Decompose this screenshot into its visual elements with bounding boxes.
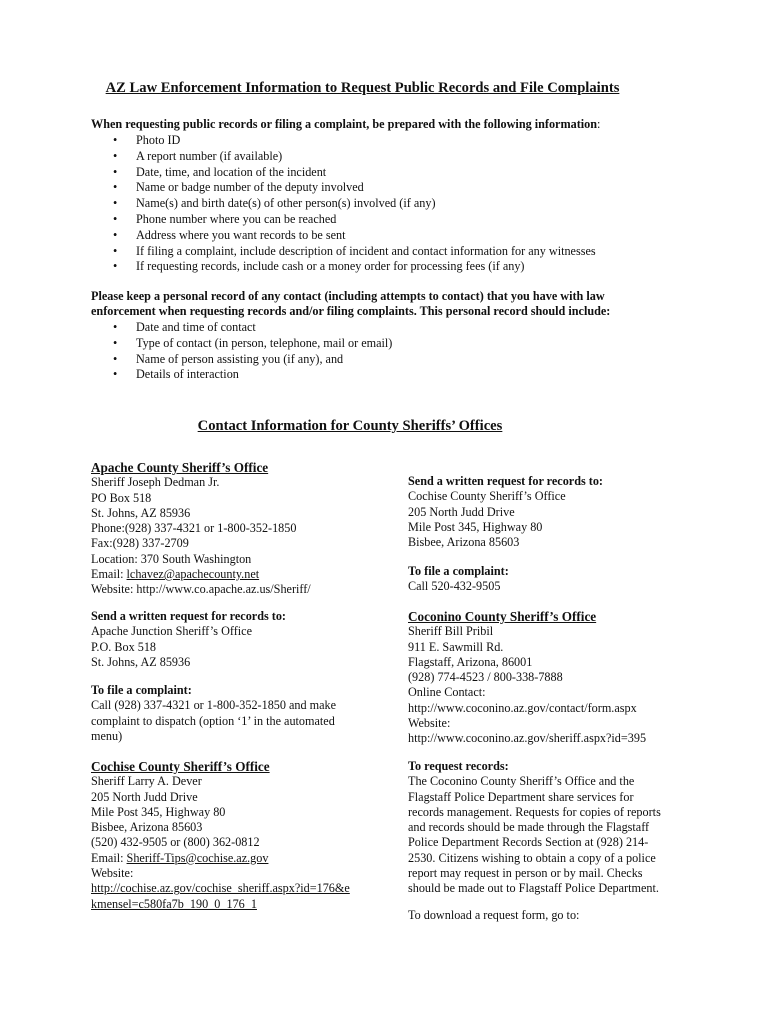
list-item: • Details of interaction <box>91 367 731 383</box>
text-line: St. Johns, AZ 85936 <box>91 654 191 669</box>
website-label: Website: <box>91 866 134 881</box>
text-line: The Coconino County Sheriff’s Office and the <box>408 774 635 789</box>
email-line <box>91 851 391 866</box>
coconino-contact-url: http://www.coconino.az.gov/contact/form.aspx <box>408 700 637 715</box>
apache-complaint-block <box>91 683 391 744</box>
list-item: • Name of person assisting you (if any), and <box>91 352 731 368</box>
text-line: Bisbee, Arizona 85603 <box>408 535 520 550</box>
text-line: Location: 370 South Washington <box>91 551 252 566</box>
text-line: Website: <box>408 716 451 731</box>
apache-email-link[interactable]: lchavez@apachecounty.net <box>126 567 260 582</box>
text-line: and records should be made through the Flagstaff <box>408 820 650 835</box>
text-line: records management. Requests for copies of reports <box>408 804 661 819</box>
text-line: Phone:(928) 337-4321 or 1-800-352-1850 <box>91 521 297 536</box>
text-line: P.O. Box 518 <box>91 639 157 654</box>
text-line: 2530. Citizens wishing to obtain a copy of a police <box>408 850 656 865</box>
coconino-block <box>408 609 708 747</box>
paragraph-line: Please keep a personal record of any contact (including attempts to contact) that you have with law <box>91 289 605 303</box>
list-item: • Address where you want records to be sent <box>91 228 731 244</box>
coconino-website-url: http://www.coconino.az.gov/sheriff.aspx?id=395 <box>408 731 647 746</box>
website-line: Website: http://www.co.apache.az.us/Sheriff/ <box>91 582 311 597</box>
contact-section-title: Contact Information for County Sheriffs’ Offices <box>197 418 503 434</box>
document-title: AZ Law Enforcement Information to Request Public Records and File Complaints <box>105 80 620 96</box>
text-line: Online Contact: <box>408 685 486 700</box>
preparation-list <box>91 133 731 275</box>
text-line: Bisbee, Arizona 85603 <box>91 820 203 835</box>
records-heading: Send a written request for records to: <box>91 609 286 623</box>
text-line: Flagstaff, Arizona, 86001 <box>408 654 533 669</box>
list-item: • Photo ID <box>91 133 731 149</box>
list-item: • Name or badge number of the deputy involved <box>91 180 731 196</box>
list-item: • A report number (if available) <box>91 149 731 165</box>
list-item: • Type of contact (in person, telephone, mail or email) <box>91 336 731 352</box>
text-line: 205 North Judd Drive <box>408 504 515 519</box>
records-heading: To request records: <box>408 759 509 773</box>
list-item: • If requesting records, include cash or a money order for processing fees (if any) <box>91 259 731 275</box>
coconino-records-block <box>408 759 708 897</box>
list-item: • Date and time of contact <box>91 320 731 336</box>
text-line: Mile Post 345, Highway 80 <box>408 519 543 534</box>
cochise-records-block <box>408 474 708 550</box>
paragraph-line: enforcement when requesting records and/or filing complaints. This personal record should include: <box>91 304 611 319</box>
complaint-heading: To file a complaint: <box>91 683 192 697</box>
text-line: report may request in person or by mail. Checks <box>408 866 643 881</box>
intro-line <box>91 117 731 132</box>
coconino-heading: Coconino County Sheriff’s Office <box>408 609 597 624</box>
text-line: St. Johns, AZ 85936 <box>91 505 191 520</box>
cochise-website-link[interactable]: kmensel=c580fa7b_190_0_176_1 <box>91 896 257 911</box>
text-line: 205 North Judd Drive <box>91 789 198 804</box>
intro-tail: : <box>597 117 601 131</box>
text-line: Sheriff Bill Pribil <box>408 624 494 639</box>
cochise-complaint-block <box>408 564 708 595</box>
text-line: Sheriff Larry A. Dever <box>91 774 202 789</box>
intro-lead: When requesting public records or filing a complaint, be prepared with the following information <box>91 117 598 131</box>
text-line: Flagstaff Police Department share services for <box>408 789 634 804</box>
text-line: menu) <box>91 728 123 743</box>
records-heading: Send a written request for records to: <box>408 474 603 488</box>
complaint-heading: To file a complaint: <box>408 564 509 578</box>
email-label: Email: <box>91 567 127 582</box>
text-line: Call (928) 337-4321 or 1-800-352-1850 and make <box>91 698 337 713</box>
list-item: • Phone number where you can be reached <box>91 212 731 228</box>
download-line: To download a request form, go to: <box>408 908 580 922</box>
text-line: Mile Post 345, Highway 80 <box>91 804 226 819</box>
personal-record-list <box>91 320 731 383</box>
cochise-heading: Cochise County Sheriff’s Office <box>91 759 270 774</box>
text-line: Sheriff Joseph Dedman Jr. <box>91 475 220 490</box>
list-item: • If filing a complaint, include description of incident and contact information for any witnesses <box>91 244 731 260</box>
text-line: Call 520-432-9505 <box>408 579 501 594</box>
apache-heading: Apache County Sheriff’s Office <box>91 460 269 475</box>
text-line: Cochise County Sheriff’s Office <box>408 489 566 504</box>
cochise-website-link[interactable]: http://cochise.az.gov/cochise_sheriff.aspx?id=176&e <box>91 881 350 896</box>
list-item: • Name(s) and birth date(s) of other person(s) involved (if any) <box>91 196 731 212</box>
text-line: Police Department Records Section at (928) 214- <box>408 835 649 850</box>
apache-block <box>91 460 391 598</box>
text-line: Apache Junction Sheriff’s Office <box>91 624 252 639</box>
personal-record-paragraph <box>91 289 731 320</box>
email-line <box>91 567 391 582</box>
text-line: PO Box 518 <box>91 490 152 505</box>
text-line: 911 E. Sawmill Rd. <box>408 639 504 654</box>
cochise-email-link[interactable]: Sheriff-Tips@cochise.az.gov <box>126 850 269 865</box>
text-line: Fax:(928) 337-2709 <box>91 536 189 551</box>
text-line: (928) 774-4523 / 800-338-7888 <box>408 670 563 685</box>
text-line: (520) 432-9505 or (800) 362-0812 <box>91 835 260 850</box>
email-label: Email: <box>91 850 127 865</box>
text-line: should be made out to Flagstaff Police Department. <box>408 881 659 896</box>
cochise-block <box>91 759 391 912</box>
list-item: • Date, time, and location of the incident <box>91 165 731 181</box>
text-line: complaint to dispatch (option ‘1’ in the automated <box>91 713 335 728</box>
apache-records-block <box>91 609 391 670</box>
